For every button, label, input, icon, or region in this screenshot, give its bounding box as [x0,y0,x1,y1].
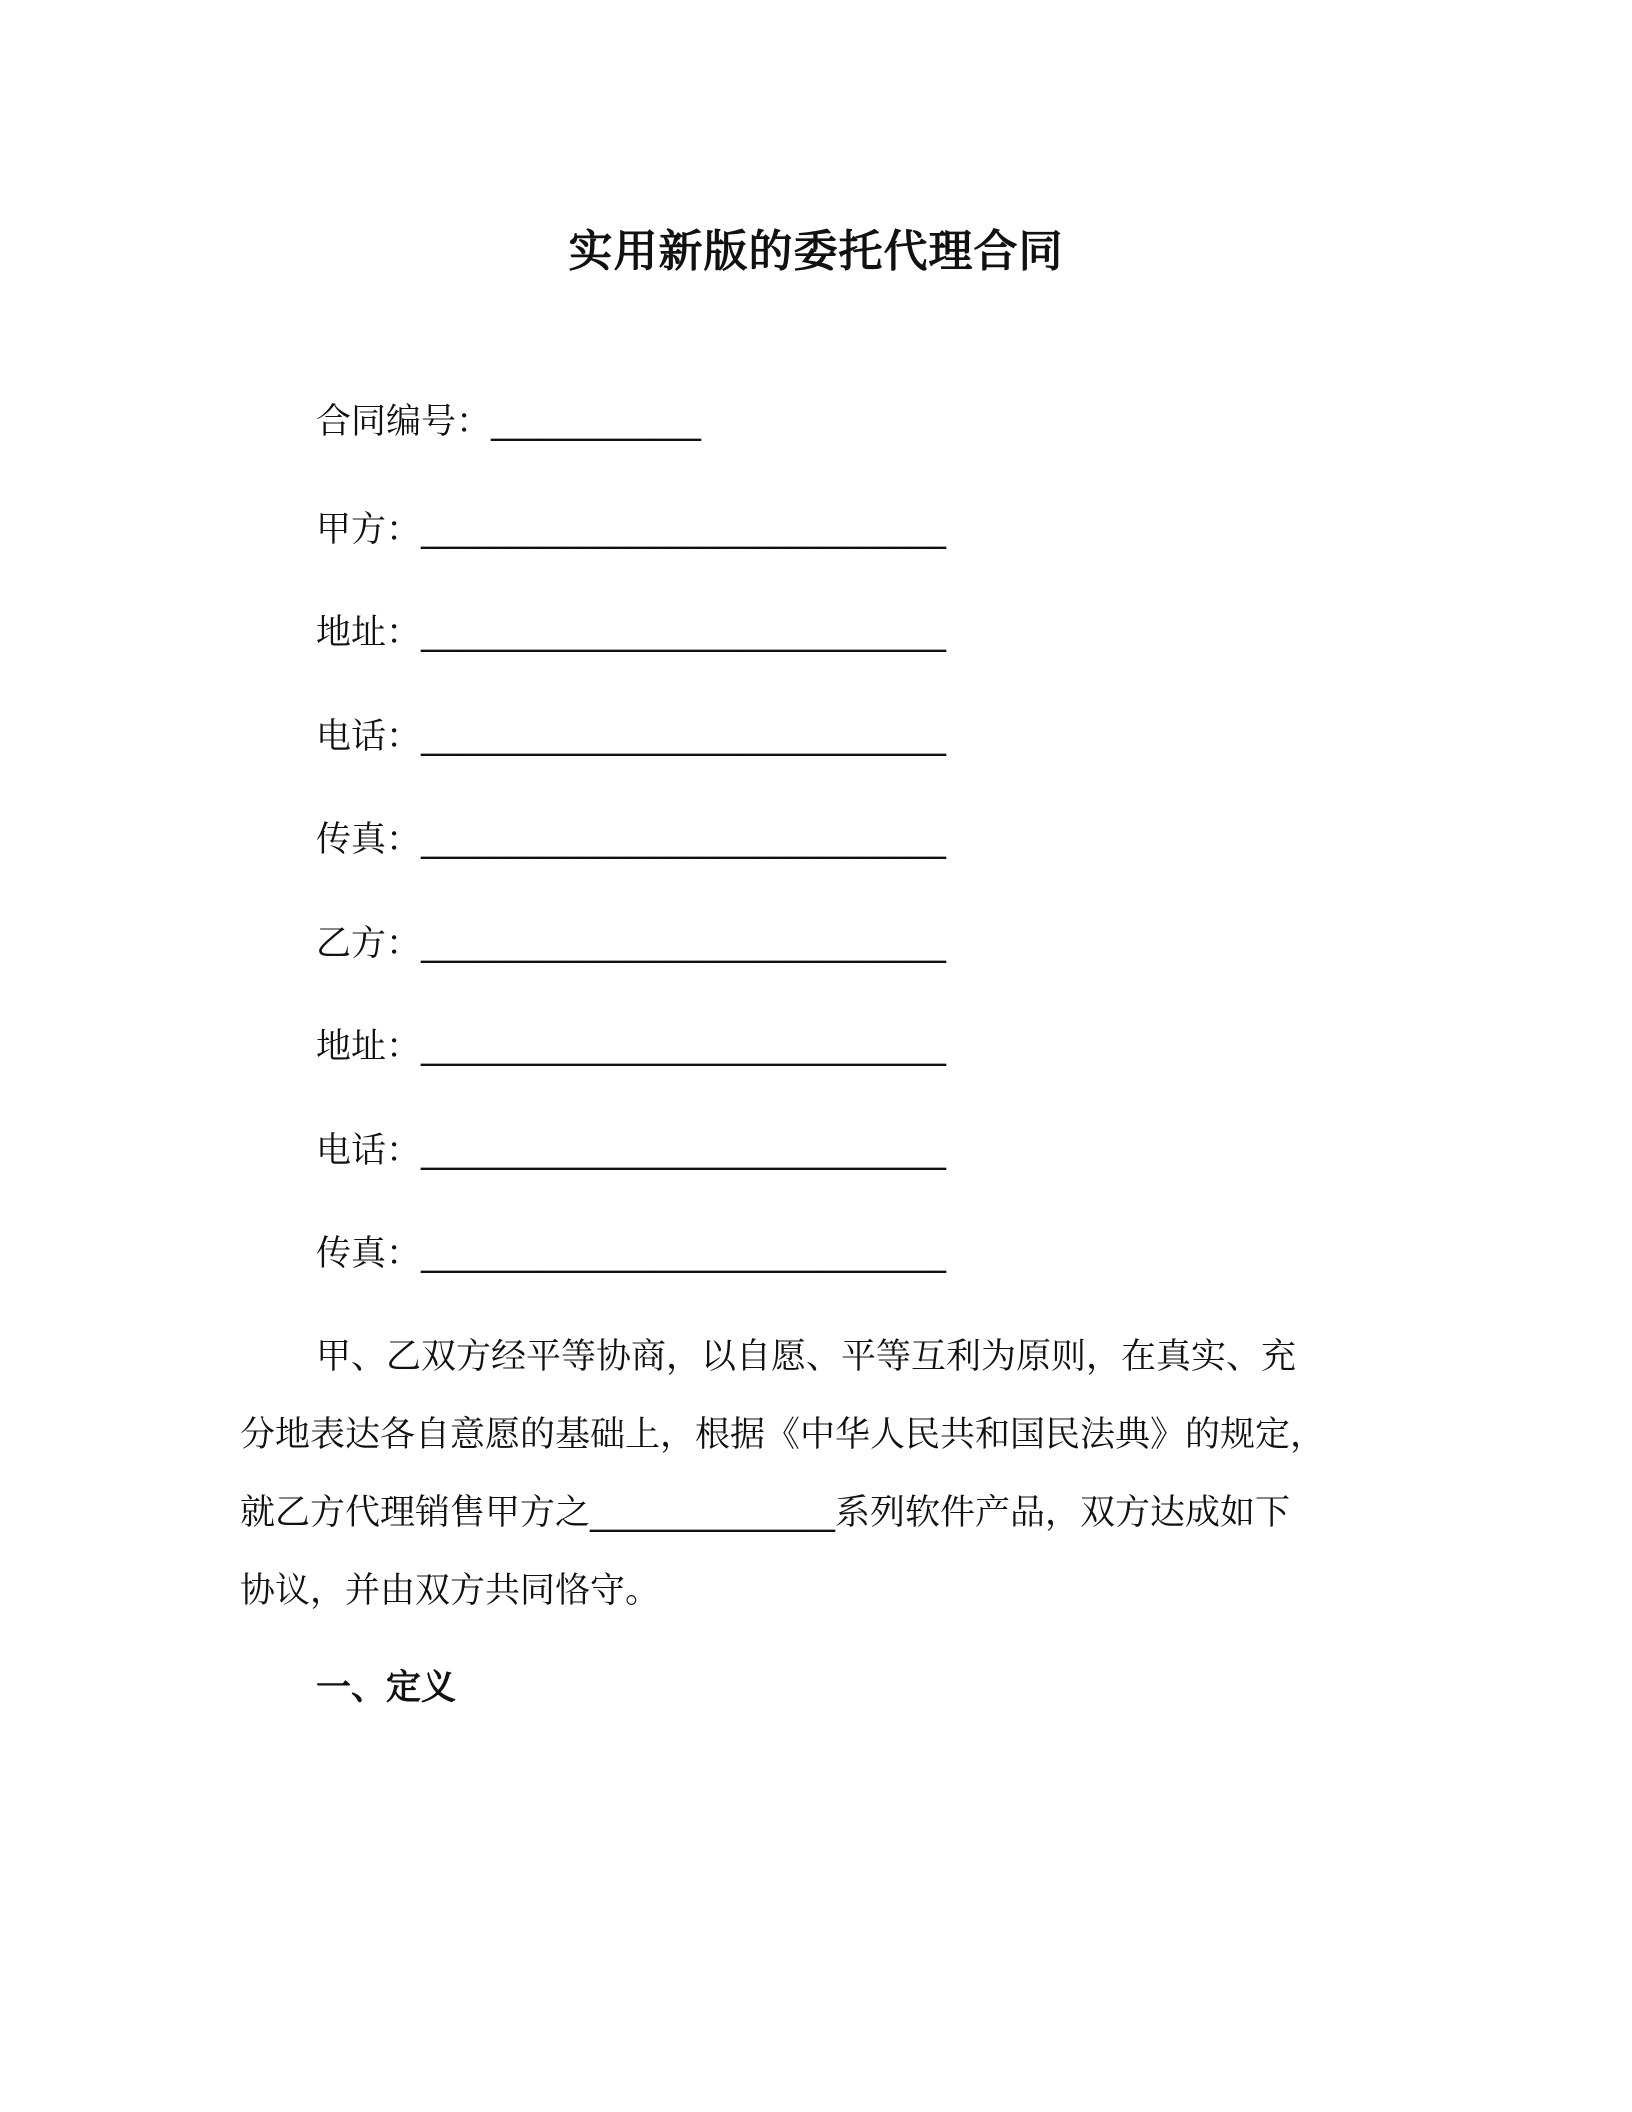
party-a-fax-blank: ______________________________ [421,820,947,860]
party-b-phone-blank: ______________________________ [421,1131,947,1171]
preamble-line-1 [240,1318,1400,1396]
contract-number-field [316,398,701,446]
party-a-fax-field [316,816,946,864]
party-b-address-blank: ______________________________ [421,1027,947,1067]
party-b-fax-label: 传真： [316,1234,422,1274]
party-b-phone-label: 电话： [316,1131,422,1171]
party-a-address-field [316,609,946,657]
party-a-name-field [316,506,946,554]
party-a-phone-blank: ______________________________ [421,717,947,757]
party-a-name-blank: ______________________________ [421,510,947,550]
preamble-line-4: 协议，并由双方共同恪守。 [240,1571,661,1611]
contract-number-label: 合同编号： [316,402,492,442]
document-title: 实用新版的委托代理合同 [568,226,1064,277]
party-b-address-field [316,1023,946,1071]
preamble-line-3 [240,1474,1400,1552]
party-a-address-label: 地址： [316,613,422,653]
contract-number-blank: ____________ [491,402,702,442]
product-series-blank: ______________ [590,1493,836,1533]
party-b-fax-blank: ______________________________ [421,1234,947,1274]
party-b-phone-field [316,1127,946,1175]
preamble-line-1-text: 甲、乙双方经平等协商，以自愿、平等互利为原则，在真实、充 [316,1337,1297,1377]
party-a-name-label: 甲方： [316,510,422,550]
party-b-address-label: 地址： [316,1027,422,1067]
preamble-line-3-end: 系列软件产品，双方达成如下 [835,1493,1291,1533]
preamble-paragraph [240,1318,1400,1630]
party-b-name-field [316,920,946,968]
preamble-line-2: 分地表达各自意愿的基础上，根据《中华人民共和国民法典》的规定， [240,1415,1326,1455]
section-1-heading: 一、定义 [316,1668,457,1708]
party-a-phone-label: 电话： [316,717,422,757]
party-b-name-blank: ______________________________ [421,924,947,964]
party-a-fax-label: 传真： [316,820,422,860]
preamble-line-3-start: 就乙方代理销售甲方之 [240,1493,591,1533]
party-b-name-label: 乙方： [316,924,422,964]
party-a-address-blank: ______________________________ [421,613,947,653]
party-b-fax-field [316,1230,946,1278]
party-a-phone-field [316,713,946,761]
